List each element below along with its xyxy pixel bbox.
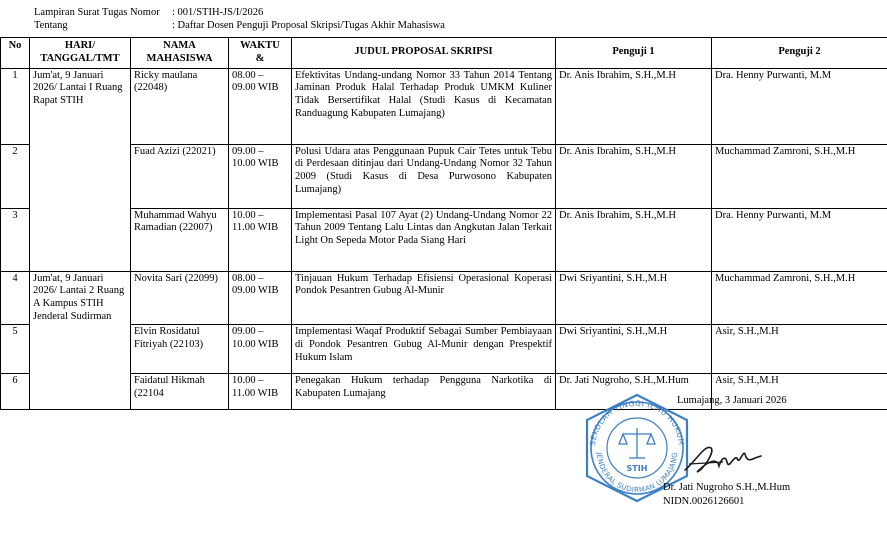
tentang-line	[34, 19, 445, 32]
lampiran-value: : 001/STIH-JS/I/2026	[172, 7, 264, 18]
row-waktu: 09.00 – 10.00 WIB	[229, 144, 292, 208]
stamp-text-bottom: JENDERAL SUDIRMAN LUMAJANG	[594, 451, 680, 495]
col-penguji1: Penguji 1	[556, 38, 712, 69]
table-row	[1, 208, 887, 271]
lampiran-line	[34, 6, 263, 19]
signer-nidn: NIDN.0026126601	[663, 495, 745, 507]
row-nama: Fuad Azizi (22021)	[131, 144, 229, 208]
row-judul: Tinjauan Hukum Terhadap Efisiensi Operasional Koperasi Pondok Pesantren Gubug Al-Munir	[292, 271, 556, 325]
row-penguji2: Asir, S.H.,M.H	[712, 325, 887, 374]
table-row	[1, 68, 887, 144]
col-nama: NAMA MAHASISWA	[131, 38, 229, 69]
row-waktu: 08.00 – 09.00 WIB	[229, 271, 292, 325]
col-judul: JUDUL PROPOSAL SKRIPSI	[292, 38, 556, 69]
row-penguji1: Dr. Anis Ibrahim, S.H.,M.H	[556, 144, 712, 208]
row-penguji2: Dra. Henny Purwanti, M.M	[712, 68, 887, 144]
row-penguji1: Dwi Sriyantini, S.H.,M.H	[556, 325, 712, 374]
row-judul: Penegakan Hukum terhadap Pengguna Narkotika di Kabupaten Lumajang	[292, 374, 556, 410]
place-date: Lumajang, 3 Januari 2026	[677, 395, 787, 406]
row-no: 5	[1, 325, 30, 374]
stamp-center-text: STIH	[626, 464, 648, 473]
row-judul: Implementasi Waqaf Produktif Sebagai Sumber Pembiayaan di Pondok Pesantren Gubug Al-Munir dengan Prespektif Hukum Islam	[292, 325, 556, 374]
row-penguji2: Muchammad Zamroni, S.H.,M.H	[712, 144, 887, 208]
row-judul: Polusi Udara atas Penggunaan Pupuk Cair Tetes untuk Tebu di Perdesaan ditinjau dari Undang-Undang Nomor 32 Tahun 2009 (Studi Kasus di Desa Purwosono Kabupaten Lumajang)	[292, 144, 556, 208]
signature	[683, 440, 763, 480]
row-no: 3	[1, 208, 30, 271]
row-nama: Ricky maulana (22048)	[131, 68, 229, 144]
row-no: 4	[1, 271, 30, 325]
row-waktu: 08.00 – 09.00 WIB	[229, 68, 292, 144]
row-nama: Novita Sari (22099)	[131, 271, 229, 325]
row-hari: Jum'at, 9 Januari 2026/ Lantai I Ruang Rapat STIH	[30, 68, 131, 144]
row-hari	[30, 208, 131, 271]
row-hari	[30, 144, 131, 208]
table-row	[1, 144, 887, 208]
table-row	[1, 325, 887, 374]
row-waktu: 10.00 – 11.00 WIB	[229, 374, 292, 410]
signer-name: Dr. Jati Nugroho S.H.,M.Hum	[663, 482, 791, 493]
row-judul: Implementasi Pasal 107 Ayat (2) Undang-Undang Nomor 22 Tahun 2009 Tentang Lalu Lintas dan Angkutan Jalan Terkait Light On Sepeda Motor Pada Siang Hari	[292, 208, 556, 271]
row-nama: Faidatul Hikmah (22104	[131, 374, 229, 410]
row-hari	[30, 325, 131, 374]
row-penguji1: Dr. Anis Ibrahim, S.H.,M.H	[556, 208, 712, 271]
stamp-text-top: SEKOLAH TINGGI ILMU HUKUM	[588, 398, 687, 447]
row-penguji1: Dr. Anis Ibrahim, S.H.,M.H	[556, 68, 712, 144]
row-penguji2: Muchammad Zamroni, S.H.,M.H	[712, 271, 887, 325]
table-header-row	[1, 38, 887, 69]
row-judul: Efektivitas Undang-undang Nomor 33 Tahun 2014 Tentang Jaminan Produk Halal Terhadap Produk UMKM Kuliner Tidak Bersertifikat Halal (Studi Kasus di Kecamatan Randuagung Kabupaten Lumajang)	[292, 68, 556, 144]
row-penguji1: Dr. Jati Nugroho, S.H.,M.Hum	[556, 374, 712, 410]
row-hari	[30, 374, 131, 410]
lampiran-label: Lampiran Surat Tugas Nomor	[34, 7, 160, 18]
row-hari: Jum'at, 9 Januari 2026/ Lantai 2 Ruang A Kampus STIH Jenderal Sudirman	[30, 271, 131, 325]
row-penguji2: Asir, S.H.,M.H	[712, 374, 887, 410]
signer-block	[663, 481, 790, 508]
row-no: 1	[1, 68, 30, 144]
table-row	[1, 271, 887, 325]
col-no: No	[1, 38, 30, 69]
row-waktu: 09.00 – 10.00 WIB	[229, 325, 292, 374]
tentang-value: : Daftar Dosen Penguji Proposal Skripsi/Tugas Akhir Mahasiswa	[172, 20, 445, 31]
examiner-table	[0, 37, 887, 410]
row-waktu: 10.00 – 11.00 WIB	[229, 208, 292, 271]
col-waktu: WAKTU &	[229, 38, 292, 69]
row-no: 2	[1, 144, 30, 208]
row-nama: Muhammad Wahyu Ramadian (22007)	[131, 208, 229, 271]
row-no: 6	[1, 374, 30, 410]
col-hari: HARI/ TANGGAL/TMT	[30, 38, 131, 69]
row-penguji2: Dra. Henny Purwanti, M.M	[712, 208, 887, 271]
col-penguji2: Penguji 2	[712, 38, 887, 69]
row-nama: Elvin Rosidatul Fitriyah (22103)	[131, 325, 229, 374]
row-penguji1: Dwi Sriyantini, S.H.,M.H	[556, 271, 712, 325]
tentang-label: Tentang	[34, 20, 68, 31]
scales-icon	[619, 428, 655, 458]
